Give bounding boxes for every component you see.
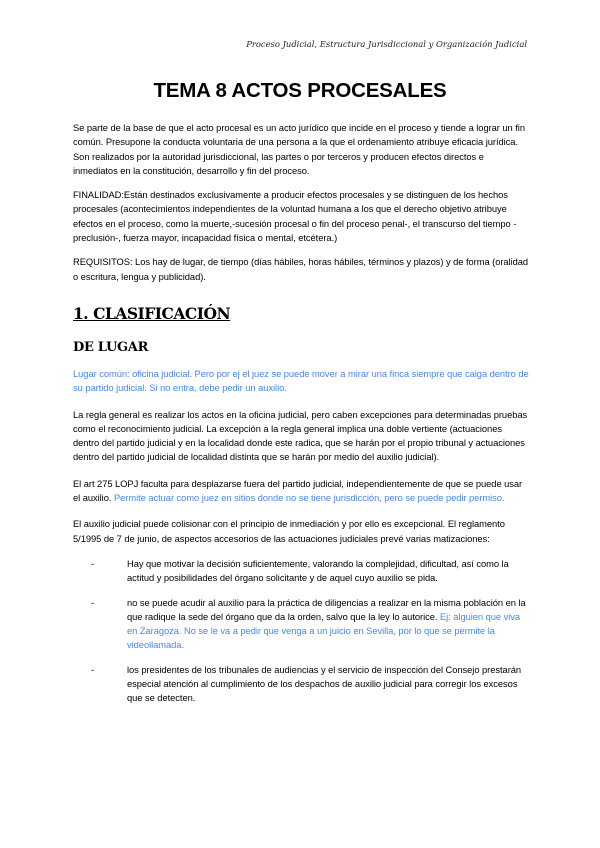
list-item-main-text: no se puede acudir al auxilio para la práctica de diligencias a realizar en la misma población en la que radique la sede del órgano que da la orden, salvo que la ley lo autorice. xyxy=(127,597,526,622)
running-header: Proceso Judicial, Estructura Jurisdiccional y Organización Judicial xyxy=(246,39,527,49)
list-item-note: Ej: alguien que viva en Zaragoza. No se le va a pedir que venga a un juicio en Sevilla, por lo que se permite la videollamada. xyxy=(127,611,521,651)
bullet-marker: - xyxy=(91,597,95,608)
requisitos-paragraph: REQUISITOS: Los hay de lugar, de tiempo (días hábiles, horas hábiles, términos y plazos) y de forma (oralidad o escritura, lengua y publicidad). xyxy=(73,257,529,282)
intro-paragraph: Se parte de la base de que el acto procesal es un acto jurídico que incide en el proceso y tiende a lograr un fin común. Presupone la conducta voluntaria de una persona a la que el ordenamiento atribuye eficacia jurídica. Son realizados por la autoridad jurisdiccional, las partes o por terceros y producen efectos directos e inmediatos en la constitución, desarrollo y fin del proceso. xyxy=(73,123,525,176)
bullet-marker: - xyxy=(91,664,95,675)
matizaciones-list xyxy=(73,557,530,706)
list-item-text: los presidentes de los tribunales de audiencias y el servicio de inspección del Consejo prestarán especial atención al cumplimiento de los despachos de auxilio judicial para corregir los excesos que se detecten. xyxy=(127,664,522,704)
list-item xyxy=(91,596,530,653)
list-item-text xyxy=(127,596,530,653)
auxilio-paragraph: El auxilio judicial puede colisionar con el principio de inmediación y por ello es excepcional. El reglamento 5/1995 de 7 de junio, de aspectos accesorios de las actuaciones judiciales prevé varias matizaciones: xyxy=(73,519,505,544)
note-paragraph: Lugar común: oficina judicial. Pero por ej el juez se puede mover a mirar una finca siempre que caiga dentro de su partido judicial. Si no entra, debe pedir un auxilio. xyxy=(73,368,529,394)
finalidad-paragraph: FINALIDAD:Están destinados exclusivamente a producir efectos procesales y se distinguen de los hechos procesales (acontecimientos independientes de la voluntad humana a los que el derecho objetivo atribuye efectos en el proceso, como la muerte,-sucesión procesal o fin del proceso penal-, el transcurso del tiempo - preclusión-, fuerza mayor, incapacidad física o mental, etcétera.) xyxy=(73,190,517,244)
art275-paragraph xyxy=(73,477,530,506)
art275-note: Permite actuar como juez en sitios donde no se tiene jurisdicción, pero se puede pedir permiso. xyxy=(113,493,505,504)
list-item xyxy=(91,663,530,706)
subsection-heading: DE LUGAR xyxy=(73,339,149,355)
list-item-text: Hay que motivar la decisión suficientemente, valorando la complejidad, dificultad, así como la actitud y posibilidades del órgano solicitante y de aquel cuyo auxilio se pida. xyxy=(127,558,509,584)
list-item xyxy=(91,557,530,586)
section-heading: 1. CLASIFICACIÓN xyxy=(73,303,231,323)
art275-text: El art 275 LOPJ faculta para desplazarse fuera del partido judicial, independientemente de que se puede usar el auxilio. xyxy=(73,478,523,504)
body-paragraph: La regla general es realizar los actos en la oficina judicial, pero caben excepciones para determinadas pruebas como el reconocimiento judicial. La excepción a la regla general implica una doble vertiente (actuaciones dentro del partido judicial y en la localidad donde este radica, que se harán por el propio tribunal y actuaciones dentro del partido judicial de localidad distinta que se harán por medio del auxilio judicial). xyxy=(73,409,528,463)
document-body xyxy=(73,121,530,706)
bullet-marker: - xyxy=(91,558,95,569)
page-title: TEMA 8 ACTOS PROCESALES xyxy=(153,79,447,102)
